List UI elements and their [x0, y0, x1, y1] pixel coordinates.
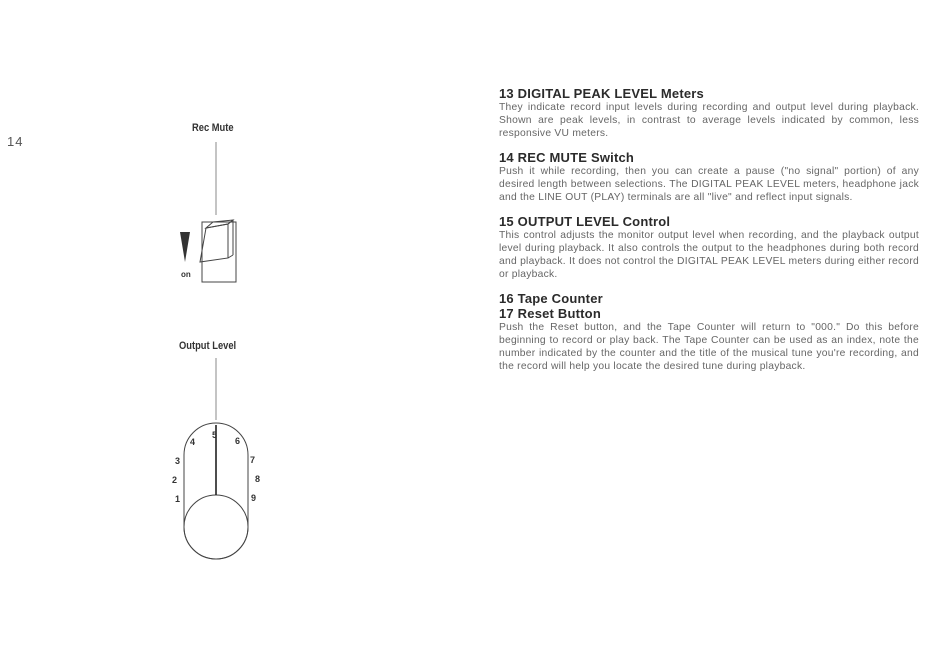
section-rec-mute-switch [499, 150, 919, 204]
dial-number: 9 [251, 493, 257, 503]
section-body: They indicate record input levels during recording and output level during playback. Shown are peak levels, in contrast to average levels indicated by common, less responsive VU meters. [499, 102, 919, 139]
manual-text-column [499, 86, 919, 383]
section-heading: 16 Tape Counter [499, 291, 603, 306]
on-indicator-icon [180, 232, 190, 262]
section-heading: 14 REC MUTE Switch [499, 150, 635, 165]
section-heading-secondary: 17 Reset Button [499, 306, 601, 321]
dial-number: 7 [250, 455, 256, 465]
dial-number: 8 [255, 474, 261, 484]
page-number: 14 [7, 134, 24, 149]
section-heading: 13 DIGITAL PEAK LEVEL Meters [499, 86, 704, 101]
rec-mute-switch-drawing [200, 220, 236, 282]
dial-number: 5 [212, 430, 218, 440]
section-body: This control adjusts the monitor output level when recording, and the playback output level during playback. It also controls the output to the headphones during both record and playback. It does not control the DIGITAL PEAK LEVEL meters during either record or playback. [499, 230, 919, 280]
dial-number: 2 [172, 475, 178, 485]
section-digital-peak-level-meters [499, 86, 919, 140]
output-level-figure-label: Output Level [179, 340, 237, 352]
dial-number: 6 [235, 436, 241, 446]
section-body: Push the Reset button, and the Tape Counter will return to "000." Do this before beginning to record or play back. The Tape Counter can be used as an index, note the number indicated by the counter and the title of the musical tune you're recording, and the record will help you locate the desired tune during playback. [499, 322, 919, 372]
dial-number: 4 [190, 437, 196, 447]
dial-number: 3 [175, 456, 181, 466]
rec-mute-figure-label: Rec Mute [192, 122, 234, 134]
section-tape-counter-reset-button [499, 291, 919, 373]
section-heading: 15 OUTPUT LEVEL Control [499, 214, 671, 229]
section-body: Push it while recording, then you can create a pause ("no signal" portion) of any desired length between selections. The DIGITAL PEAK LEVEL meters, headphone jack and the LINE OUT (PLAY) terminals are all "live" and reflect input signals. [499, 166, 919, 203]
section-output-level-control [499, 214, 919, 281]
dial-number: 1 [175, 494, 181, 504]
on-indicator-label: on [181, 270, 191, 279]
